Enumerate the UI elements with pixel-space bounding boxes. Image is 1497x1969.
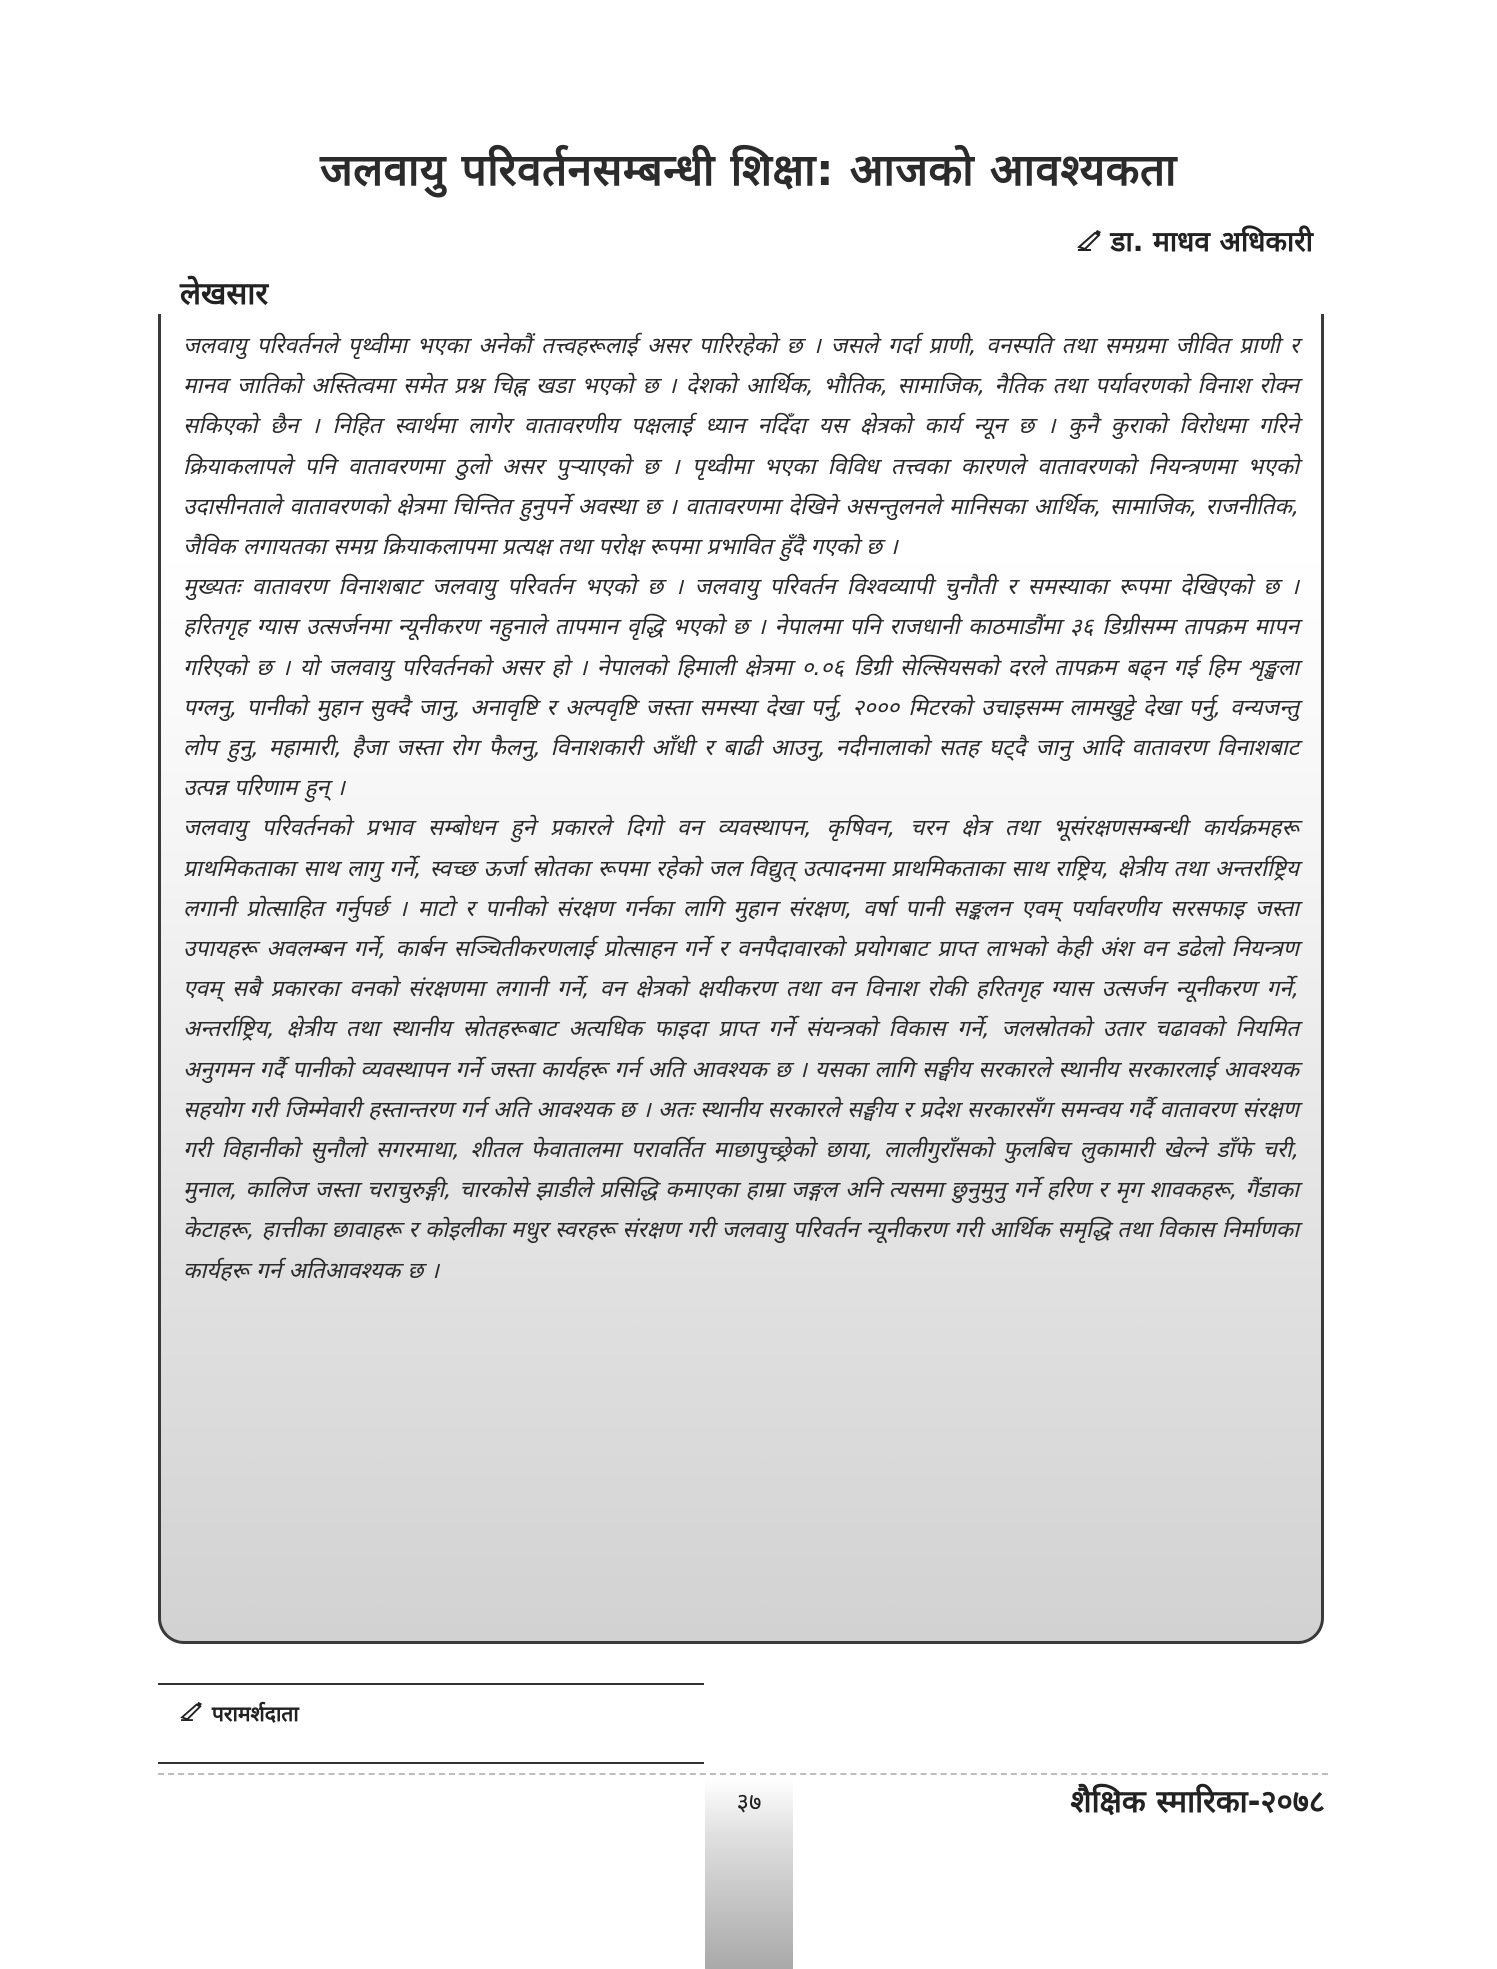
footnote-text: परामर्शदाता [212, 1702, 299, 1726]
abstract-paragraph-1: जलवायु परिवर्तनले पृथ्वीमा भएका अनेकौं तत्त्वहरूलाई असर पारिरहेको छ । जसले गर्दा प्राणी, वनस्पति तथा समग्रमा जीवित प्राणी र मानव जातिको अस्तित्वमा समेत प्रश्न चिह्न खडा भएको छ । देशको आर्थिक, भौतिक, सामाजिक, नैतिक तथा पर्यावरणको विनाश रोक्न सकिएको छैन । निहित स्वार्थमा लागेर वातावरणीय पक्षलाई ध्यान नदिँदा यस क्षेत्रको कार्य न्यून छ । कुनै कुराको विरोधमा गरिने क्रियाकलापले पनि वातावरणमा ठुलो असर पुऱ्याएको छ । पृथ्वीमा भएका विविध तत्त्वका कारणले वातावरणको नियन्त्रणमा भएको उदासीनताले वातावरणको क्षेत्रमा चिन्तित हुनुपर्ने अवस्था छ । वातावरणमा देखिने असन्तुलनले मानिसका आर्थिक, सामाजिक, राजनीतिक, जैविक लगायतका समग्र क्रियाकलापमा प्रत्यक्ष तथा परोक्ष रूपमा प्रभावित हुँदै गएको छ । [183, 333, 1299, 561]
abstract-paragraph-2: मुख्यतः वातावरण विनाशबाट जलवायु परिवर्तन भएको छ । जलवायु परिवर्तन विश्वव्यापी चुनौती र समस्याका रूपमा देखिएको छ । हरितगृह ग्यास उत्सर्जनमा न्यूनीकरण नहुनाले तापमान वृद्धि भएको छ । नेपालमा पनि राजधानी काठमाडौंमा ३६ डिग्रीसम्म तापक्रम मापन गरिएको छ । यो जलवायु परिवर्तनको असर हो । नेपालको हिमाली क्षेत्रमा ०.०६ डिग्री सेल्सियसको दरले तापक्रम बढ्न गई हिम शृङ्खला पग्लनु, पानीको मुहान सुक्दै जानु, अनावृष्टि र अल्पवृष्टि जस्ता समस्या देखा पर्नु, २००० मिटरको उचाइसम्म लामखुट्टे देखा पर्नु, वन्यजन्तु लोप हुनु, महामारी, हैजा जस्ता रोग फैलनु, विनाशकारी आँधी र बाढी आउनु, नदीनालाको सतह घट्दै जानु आदि वातावरण विनाशबाट उत्पन्न परिणाम हुन् । [183, 574, 1299, 802]
abstract-paragraph-3: जलवायु परिवर्तनको प्रभाव सम्बोधन हुने प्रकारले दिगो वन व्यवस्थापन, कृषिवन, चरन क्षेत्र तथा भूसंरक्षणसम्बन्धी कार्यक्रमहरू प्राथमिकताका साथ लागु गर्ने, स्वच्छ ऊर्जा स्रोतका रूपमा रहेको जल विद्युत् उत्पादनमा प्राथमिकताका साथ राष्ट्रिय, क्षेत्रीय तथा अन्तर्राष्ट्रिय लगानी प्रोत्साहित गर्नुपर्छ । माटो र पानीको संरक्षण गर्नका लागि मुहान संरक्षण, वर्षा पानी सङ्कलन एवम् पर्यावरणीय सरसफाइ जस्ता उपायहरू अवलम्बन गर्ने, कार्बन सञ्चितीकरणलाई प्रोत्साहन गर्ने र वनपैदावारको प्रयोगबाट प्राप्त लाभको केही अंश वन डढेलो नियन्त्रण एवम् सबै प्रकारका वनको संरक्षणमा लगानी गर्ने, वन क्षेत्रको क्षयीकरण तथा वन विनाश रोकी हरितगृह ग्यास उत्सर्जन न्यूनीकरण गर्ने, अन्तर्राष्ट्रिय, क्षेत्रीय तथा स्थानीय स्रोतहरूबाट अत्यधिक फाइदा प्राप्त गर्ने संयन्त्रको विकास गर्ने, जलस्रोतको उतार चढावको नियमित अनुगमन गर्दै पानीको व्यवस्थापन गर्ने जस्ता कार्यहरू गर्न अति आवश्यक छ । यसका लागि सङ्घीय सरकारले स्थानीय सरकारलाई आवश्यक सहयोग गरी जिम्मेवारी हस्तान्तरण गर्न अति आवश्यक छ । अतः स्थानीय सरकारले सङ्घीय र प्रदेश सरकारसँग समन्वय गर्दै वातावरण संरक्षण गरी विहानीको सुनौलो सगरमाथा, शीतल फेवातालमा परावर्तित माछापुच्छ्रेको छाया, लालीगुराँसको फुलबिच लुकामारी खेल्ने डाँफे चरी, मुनाल, कालिज जस्ता चराचुरुङ्गी, चारकोसे झाडीले प्रसिद्धि कमाएका हाम्रा जङ्गल अनि त्यसमा छुनुमुनु गर्ने हरिण र मृग शावकहरू, गैंडाका केटाहरू, हात्तीका छावाहरू र कोइलीका मधुर स्वरहरू संरक्षण गरी जलवायु परिवर्तन न्यूनीकरण गरी आर्थिक समृद्धि तथा विकास निर्माणका कार्यहरू गर्न अतिआवश्यक छ । [183, 815, 1299, 1284]
pen-writing-icon [1077, 225, 1103, 258]
footnote-divider-bottom [158, 1762, 704, 1764]
page-number: ३७ [736, 1788, 762, 1816]
footer-rule [158, 1773, 1328, 1775]
abstract-box [158, 314, 1324, 1644]
author-line [1077, 222, 1313, 260]
author-name: डा. माधव अधिकारी [1110, 225, 1313, 258]
footnote-divider-top [158, 1683, 704, 1685]
article-title: जलवायु परिवर्तनसम्बन्धी शिक्षा: आजको आवश्यकता [320, 145, 1177, 196]
footnote [180, 1700, 299, 1728]
pen-writing-icon [180, 1701, 204, 1726]
journal-name: शैक्षिक स्मारिका-२०७८ [1070, 1784, 1325, 1820]
abstract-heading: लेखसार [180, 276, 269, 312]
